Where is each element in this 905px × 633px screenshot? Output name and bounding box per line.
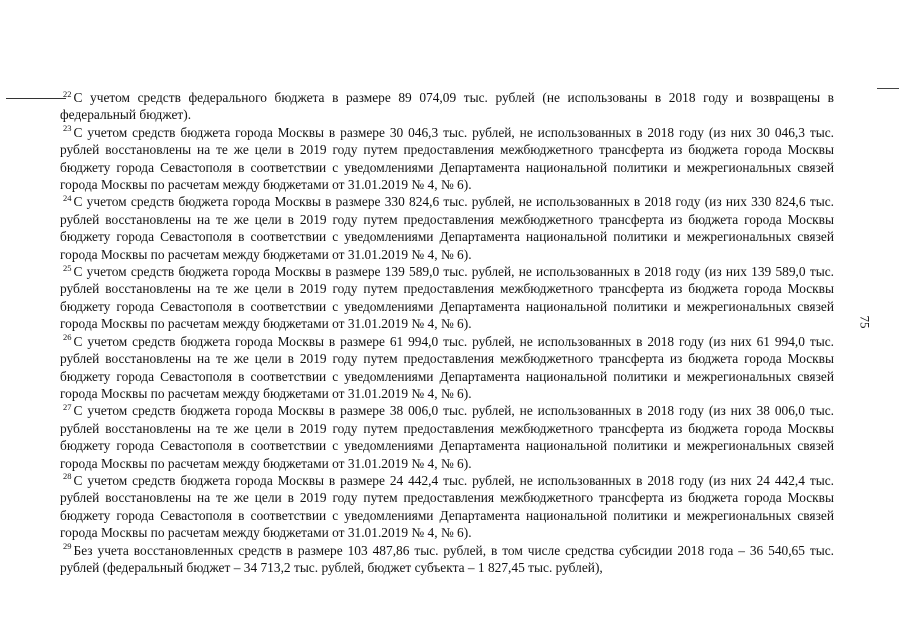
footnote-27 xyxy=(60,402,834,472)
footnote-23 xyxy=(60,124,834,194)
scan-margin-mark xyxy=(877,88,899,89)
footnote-number: 25 xyxy=(63,262,72,273)
footnote-text: С учетом средств бюджета города Москвы в размере 24 442,4 тыс. рублей, не использованных в 2018 году (из них 24 442,4 тыс. рублей восстановлены на те же цели в 2019 году путем предоставления межбюджетного трансферта из бюджета города Москвы бюджету города Севастополя в соответствии с уведомлениями Департамента национальной политики и межрегиональных связей города Москвы по расчетам между бюджетами от 31.01.2019 № 4, № 6). xyxy=(60,472,834,541)
footnote-text: С учетом средств бюджета города Москвы в размере 61 994,0 тыс. рублей, не использованных в 2018 году (из них 61 994,0 тыс. рублей восстановлены на те же цели в 2019 году путем предоставления межбюджетного трансферта из бюджета города Москвы бюджету города Севастополя в соответствии с уведомлениями Департамента национальной политики и межрегиональных связей города Москвы по расчетам между бюджетами от 31.01.2019 № 4, № 6). xyxy=(60,333,834,401)
footnote-26 xyxy=(60,333,834,403)
footnote-number: 27 xyxy=(63,401,72,412)
footnote-separator-line xyxy=(6,98,66,99)
footnote-number: 23 xyxy=(63,123,72,134)
footnote-text: С учетом средств бюджета города Москвы в размере 330 824,6 тыс. рублей, не использованных в 2018 году (из них 330 824,6 тыс. рублей восстановлены на те же цели в 2019 году путем предоставления межбюджетного трансферта из бюджета города Москвы бюджету города Севастополя в соответствии с уведомлениями Департамента национальной политики и межрегиональных связей города Москвы по расчетам между бюджетами от 31.01.2019 № 4, № 6). xyxy=(60,194,834,262)
footnote-text: С учетом средств федерального бюджета в размере 89 074,09 тыс. рублей (не использованы в 2018 году и возвращены в федеральный бюджет). xyxy=(60,90,834,123)
footnote-number: 22 xyxy=(63,88,72,99)
footnote-28 xyxy=(60,472,834,542)
footnote-number: 29 xyxy=(63,541,72,552)
footnote-number: 26 xyxy=(63,332,72,343)
footnote-24 xyxy=(60,193,834,263)
footnote-text: Без учета восстановленных средств в размере 103 487,86 тыс. рублей, в том числе средства субсидии 2018 года – 36 540,65 тыс. рублей (федеральный бюджет – 34 713,2 тыс. рублей, бюджет субъекта – 1 827,45 тыс. рублей), xyxy=(60,542,834,575)
footnote-text: С учетом средств бюджета города Москвы в размере 139 589,0 тыс. рублей, не использованных в 2018 году (из них 139 589,0 тыс. рублей восстановлены на те же цели в 2019 году путем предоставления межбюджетного трансферта из бюджета города Москвы бюджету города Севастополя в соответствии с уведомлениями Департамента национальной политики и межрегиональных связей города Москвы по расчетам между бюджетами от 31.01.2019 № 4, № 6). xyxy=(60,264,834,332)
footnotes-block xyxy=(60,89,834,576)
footnote-text: С учетом средств бюджета города Москвы в размере 30 046,3 тыс. рублей, не использованных в 2018 году (из них 30 046,3 тыс. рублей восстановлены на те же цели в 2019 году путем предоставления межбюджетного трансферта из бюджета города Москвы бюджету города Севастополя в соответствии с уведомлениями Департамента национальной политики и межрегиональных связей города Москвы по расчетам между бюджетами от 31.01.2019 № 4, № 6). xyxy=(60,124,834,193)
footnote-number: 28 xyxy=(63,471,72,482)
footnote-number: 24 xyxy=(63,192,72,203)
footnote-text: С учетом средств бюджета города Москвы в размере 38 006,0 тыс. рублей, не использованных в 2018 году (из них 38 006,0 тыс. рублей восстановлены на те же цели в 2019 году путем предоставления межбюджетного трансферта из бюджета города Москвы бюджету города Севастополя в соответствии с уведомлениями Департамента национальной политики и межрегиональных связей города Москвы по расчетам между бюджетами от 31.01.2019 № 4, № 6). xyxy=(60,403,834,471)
footnote-25 xyxy=(60,263,834,333)
footnote-29 xyxy=(60,542,834,577)
footnote-22 xyxy=(60,89,834,124)
page-number: 75 xyxy=(857,315,873,329)
